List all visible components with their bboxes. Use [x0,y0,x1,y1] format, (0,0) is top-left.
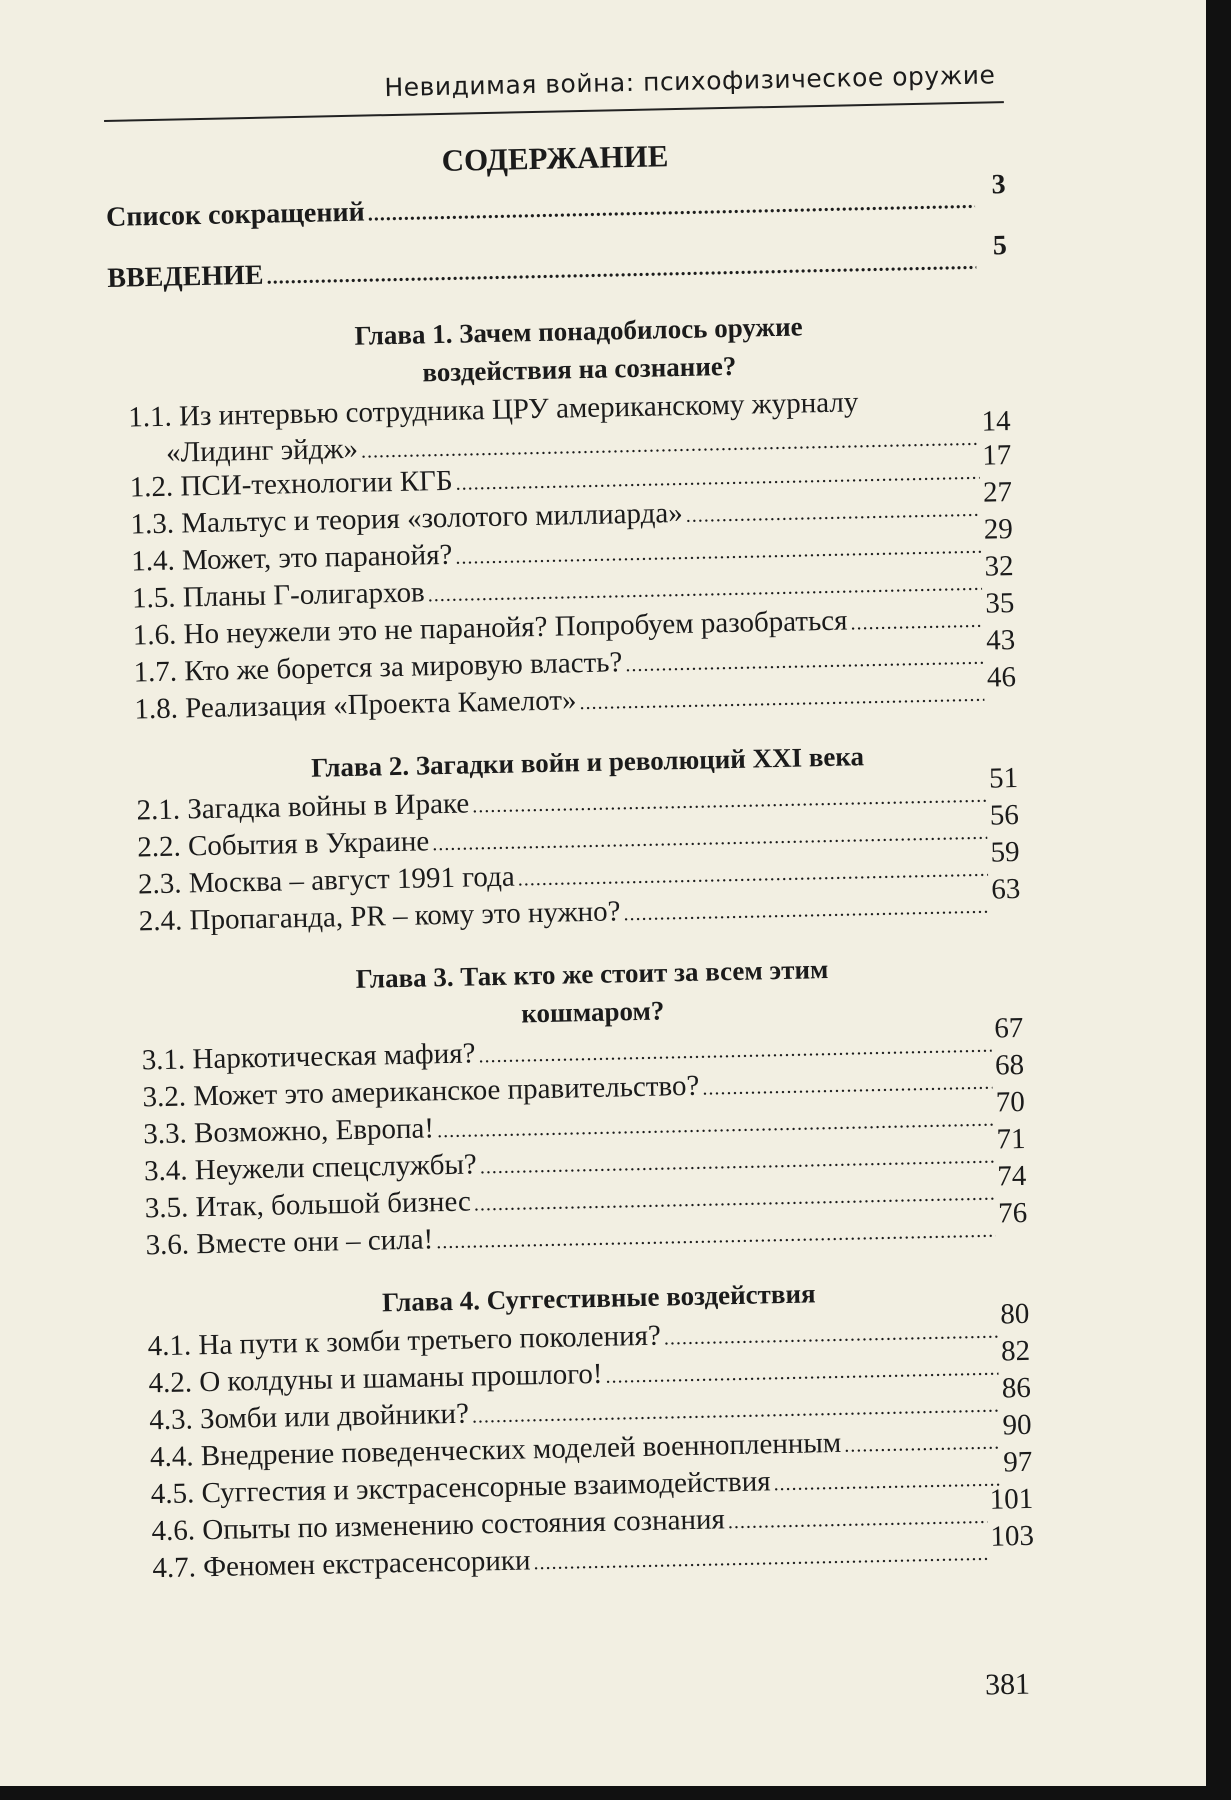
toc-entry-label: 4.5. Суггестия и экстрасенсорные взаимодействия [150,1465,771,1511]
toc-entry-page: 70 [995,1085,1026,1119]
toc-entry-label: 3.5. Итак, большой бизнес [144,1185,472,1225]
page-number: 381 [984,1667,1031,1702]
chapter-title-line: Глава 2. Загадки войн и революций XXI века [310,741,865,783]
dot-leader [368,191,976,227]
page-edge-shadow [1206,0,1231,1800]
dot-leader [432,822,987,857]
toc-entry-page: 3 [991,169,1006,201]
toc-entry-page: 68 [994,1048,1025,1082]
chapter-title-line: Глава 4. Суггестивные воздействия [381,1278,816,1318]
toc-entry-page: 32 [984,550,1014,583]
chapter-title-line: Глава 3. Так кто же стоит за всем этим [355,954,829,994]
toc-entry-label: 1.5. Планы Г-олигархов [131,576,426,615]
toc-entry-label: 3.4. Неужели спецслужбы? [143,1148,478,1188]
toc-entry-page: 5 [992,230,1008,262]
toc-entry-page: 29 [983,513,1014,546]
toc-entry-label: 1.7. Кто же борется за мировую власть? [133,646,623,689]
chapter-title-line: кошмаром? [520,995,665,1029]
dot-leader [605,1358,998,1389]
toc-entry-label: 4.3. Зомби или двойники? [148,1397,470,1437]
toc-entry-label: 4.7. Феномен екстрасенсорики [152,1544,531,1585]
dot-leader [685,499,980,528]
toc-title: СОДЕРЖАНИЕ [441,138,669,178]
dot-leader [623,896,989,927]
toc-entry-page: 27 [982,476,1013,509]
toc-entry-label: 1.6. Но неужели это не паранойя? Попробуем разобраться [132,604,848,652]
dot-leader [625,647,984,677]
toc-entry-page: 76 [997,1196,1028,1230]
toc-entry-label: 1.3. Мальтус и теория «золотого миллиарда» [130,496,683,541]
toc-entry-label: 1.8. Реализация «Проекта Камелот» [134,684,577,726]
dot-leader [773,1469,1001,1497]
toc-entry-page: 74 [997,1159,1027,1193]
toc-entry-page: 17 [981,439,1012,472]
dot-leader [850,610,983,636]
chapter-title-line: воздействия на сознание? [422,350,737,388]
toc-entry-label: 1.2. ПСИ-технологии КГБ [129,464,453,504]
toc-entry-page: 63 [991,872,1021,906]
toc-entry-label: 3.6. Вместе они – сила! [145,1223,434,1262]
toc-entry-label: Список сокращений [105,196,366,233]
dot-leader [266,252,976,290]
toc-entry-label: 2.1. Загадка войны в Ираке [136,787,470,827]
toc-entry-label: 3.1. Наркотическая мафия? [141,1037,476,1077]
toc-entry-page: 35 [985,587,1015,620]
toc-entry-1-1: 1.1. Из интервью сотрудника ЦРУ американскому журналу [127,386,859,434]
toc-entry-label: «Лидинг эйдж» [165,432,359,469]
dot-leader [480,1146,995,1180]
toc-entry-page: 67 [993,1011,1024,1045]
toc-entry-label: 3.3. Возможно, Европа! [142,1112,435,1151]
dot-leader [702,1072,993,1101]
dot-leader [455,536,981,570]
dot-leader [455,462,980,496]
toc-entry-label: 2.3. Москва – август 1991 года [137,860,515,901]
chapter-1-heading [108,303,1009,398]
dot-leader [436,1220,996,1255]
dot-leader [474,1183,995,1217]
toc-entry-label: 4.6. Опыты по изменению состояния сознания [151,1503,726,1548]
toc-entry-page: 56 [989,798,1020,832]
toc-entry-page: 86 [1001,1371,1032,1405]
dot-leader [478,1035,992,1069]
dot-leader [472,785,987,819]
toc-entry-page: 90 [1002,1408,1032,1442]
toc-content [103,51,1035,1590]
toc-entry-label: 2.4. Пропаганда, PR – кому это нужно? [138,895,621,938]
dot-leader [428,573,983,608]
toc-entry-page: 80 [999,1297,1030,1331]
dot-leader [728,1506,988,1534]
running-header: Невидимая война: психофизическое оружие [384,60,996,103]
dot-leader [472,1395,1000,1429]
toc-entry-label: ВВЕДЕНИЕ [107,259,264,294]
toc-entry-label: 1.4. Может, это паранойя? [130,538,453,578]
toc-entry-page: 103 [990,1519,1035,1553]
toc-list [105,169,1035,1590]
toc-entry-label: 4.1. На пути к зомби третьего поколения? [147,1319,662,1363]
toc-entry-page: 82 [1000,1334,1031,1368]
toc-entry-label: 4.2. О колдуны и шаманы прошлого! [148,1357,603,1400]
toc-entry-label: 3.2. Может это американское правительство? [142,1069,700,1114]
toc-entry-page: 14 [981,405,1011,438]
toc-entry-page: 97 [1003,1445,1033,1479]
dot-leader [533,1543,988,1576]
toc-entry-page: 43 [985,624,1016,657]
dot-leader [579,684,984,715]
toc-entry-page: 101 [989,1482,1034,1516]
toc-entry-label: 2.2. События в Украине [136,825,430,864]
dot-leader [437,1109,994,1144]
chapter-3-heading [122,946,1023,1041]
toc-entry-page: 46 [986,661,1017,694]
chapter-title-line: Глава 1. Зачем понадобилось оружие [354,311,803,351]
toc-entry-page: 51 [988,761,1019,795]
dot-leader [517,859,988,892]
dot-leader [664,1321,998,1351]
toc-entry-page: 71 [996,1122,1026,1156]
toc-entry-label: 4.4. Внедрение поведенческих моделей военнопленным [149,1426,842,1474]
dot-leader [844,1432,1000,1458]
page-edge-shadow [0,1786,1231,1800]
toc-entry-page: 59 [990,835,1020,869]
